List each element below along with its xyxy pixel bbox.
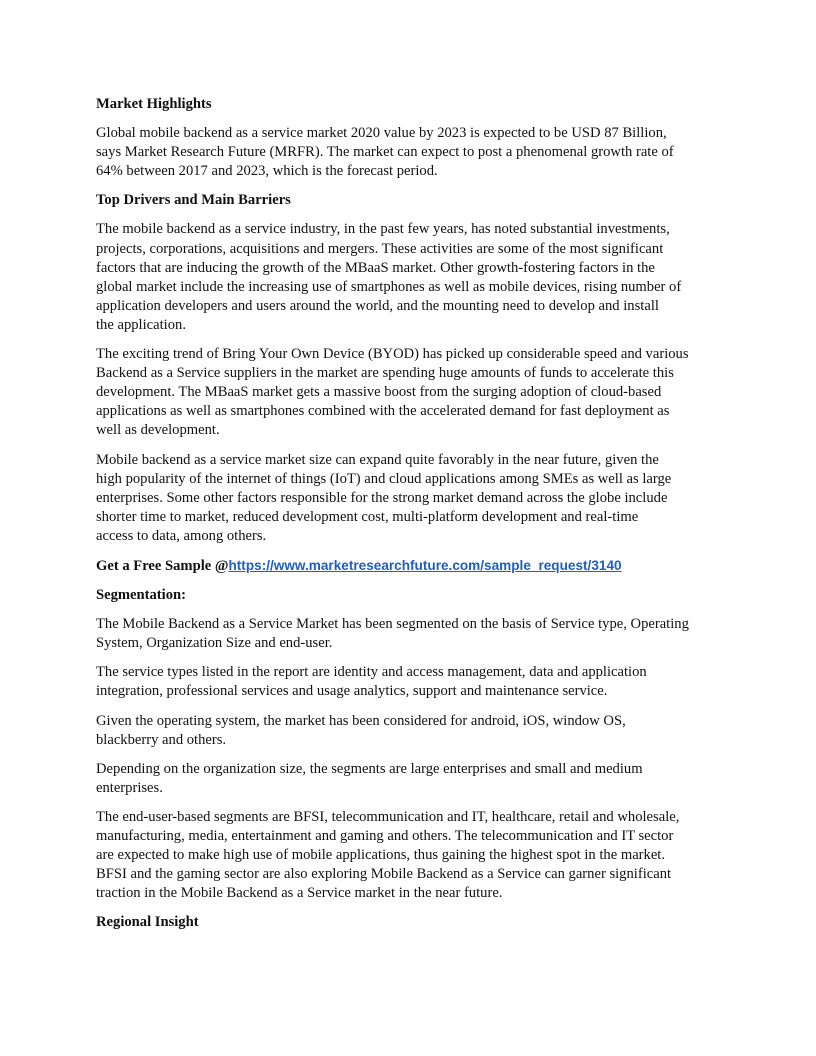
paragraph-line: well as development. <box>96 422 220 439</box>
paragraph-line: blackberry and others. <box>96 731 227 748</box>
paragraph <box>96 345 736 440</box>
paragraph-line: application developers and users around the world, and the mounting need to develop and install <box>96 297 659 314</box>
paragraph <box>96 760 736 798</box>
paragraph-line: traction in the Mobile Backend as a Service market in the near future. <box>96 885 503 902</box>
paragraph-line: enterprises. <box>96 779 163 796</box>
paragraph-line: The service types listed in the report are identity and access management, data and application <box>96 664 647 681</box>
paragraph <box>96 124 736 181</box>
document-page <box>96 95 736 942</box>
heading-text: Regional Insight <box>96 914 199 931</box>
paragraph-line: shorter time to market, reduced development cost, multi-platform development and real-time <box>96 508 639 525</box>
paragraph-line: The end-user-based segments are BFSI, telecommunication and IT, healthcare, retail and wholesale, <box>96 808 680 825</box>
paragraph <box>96 712 736 750</box>
paragraph-line: Backend as a Service suppliers in the market are spending huge amounts of funds to accelerate this <box>96 365 674 382</box>
heading-text: Top Drivers and Main Barriers <box>96 192 291 209</box>
paragraph-line: manufacturing, media, entertainment and gaming and others. The telecommunication and IT sector <box>96 828 674 844</box>
paragraph-line: integration, professional services and usage analytics, support and maintenance service. <box>96 683 608 700</box>
paragraph <box>96 808 736 903</box>
paragraph <box>96 663 736 701</box>
paragraph-line: Mobile backend as a service market size can expand quite favorably in the near future, given the <box>96 451 659 468</box>
paragraph-line: System, Organization Size and end-user. <box>96 635 333 652</box>
paragraph-line: Global mobile backend as a service market 2020 value by 2023 is expected to be USD 87 Billion, <box>96 125 667 142</box>
sample-request-link[interactable]: https://www.marketresearchfuture.com/sample_request/3140 <box>228 557 622 573</box>
section-intro <box>96 95 736 546</box>
paragraph-line: applications as well as smartphones combined with the accelerated demand for fast deployment as <box>96 403 670 420</box>
paragraph <box>96 615 736 653</box>
heading-text: Market Highlights <box>96 96 212 112</box>
paragraph-line: The exciting trend of Bring Your Own Device (BYOD) has picked up considerable speed and various <box>96 346 689 363</box>
paragraph-line: Given the operating system, the market has been considered for android, iOS, window OS, <box>96 712 626 729</box>
paragraph-line: projects, corporations, acquisitions and mergers. These activities are some of the most significant <box>96 240 664 257</box>
paragraph-line: enterprises. Some other factors responsible for the strong market demand across the globe include <box>96 489 668 506</box>
paragraph-line: BFSI and the gaming sector are also exploring Mobile Backend as a Service can garner significant <box>96 866 672 883</box>
paragraph <box>96 220 736 335</box>
heading-top-drivers <box>96 191 736 210</box>
paragraph-line: are expected to make high use of mobile applications, thus gaining the highest spot in the market. <box>96 847 666 864</box>
free-sample-line <box>96 556 736 576</box>
paragraph-line: The mobile backend as a service industry, in the past few years, has noted substantial investments, <box>96 221 670 238</box>
heading-segmentation <box>96 586 736 605</box>
paragraph-line: the application. <box>96 316 186 333</box>
paragraph-line: 64% between 2017 and 2023, which is the forecast period. <box>96 163 438 180</box>
paragraph-line: Depending on the organization size, the segments are large enterprises and small and medium <box>96 760 643 777</box>
paragraph-line: high popularity of the internet of things (IoT) and cloud applications among SMEs as well as large <box>96 470 672 487</box>
section-segmentation <box>96 586 736 932</box>
free-sample-label: Get a Free Sample @ <box>96 557 229 574</box>
heading-text: Segmentation: <box>96 587 186 604</box>
paragraph-line: global market include the increasing use of smartphones as well as mobile devices, rising number of <box>96 278 682 295</box>
heading-regional-insight <box>96 913 736 932</box>
paragraph-line: development. The MBaaS market gets a massive boost from the surging adoption of cloud-based <box>96 384 662 401</box>
paragraph-line: The Mobile Backend as a Service Market has been segmented on the basis of Service type, Operating <box>96 616 689 633</box>
paragraph-line: says Market Research Future (MRFR). The market can expect to post a phenomenal growth rate of <box>96 144 674 161</box>
paragraph-line: access to data, among others. <box>96 527 267 544</box>
heading-market-highlights <box>96 95 736 114</box>
paragraph-line: factors that are inducing the growth of the MBaaS market. Other growth-fostering factors in the <box>96 259 655 276</box>
paragraph <box>96 451 736 546</box>
